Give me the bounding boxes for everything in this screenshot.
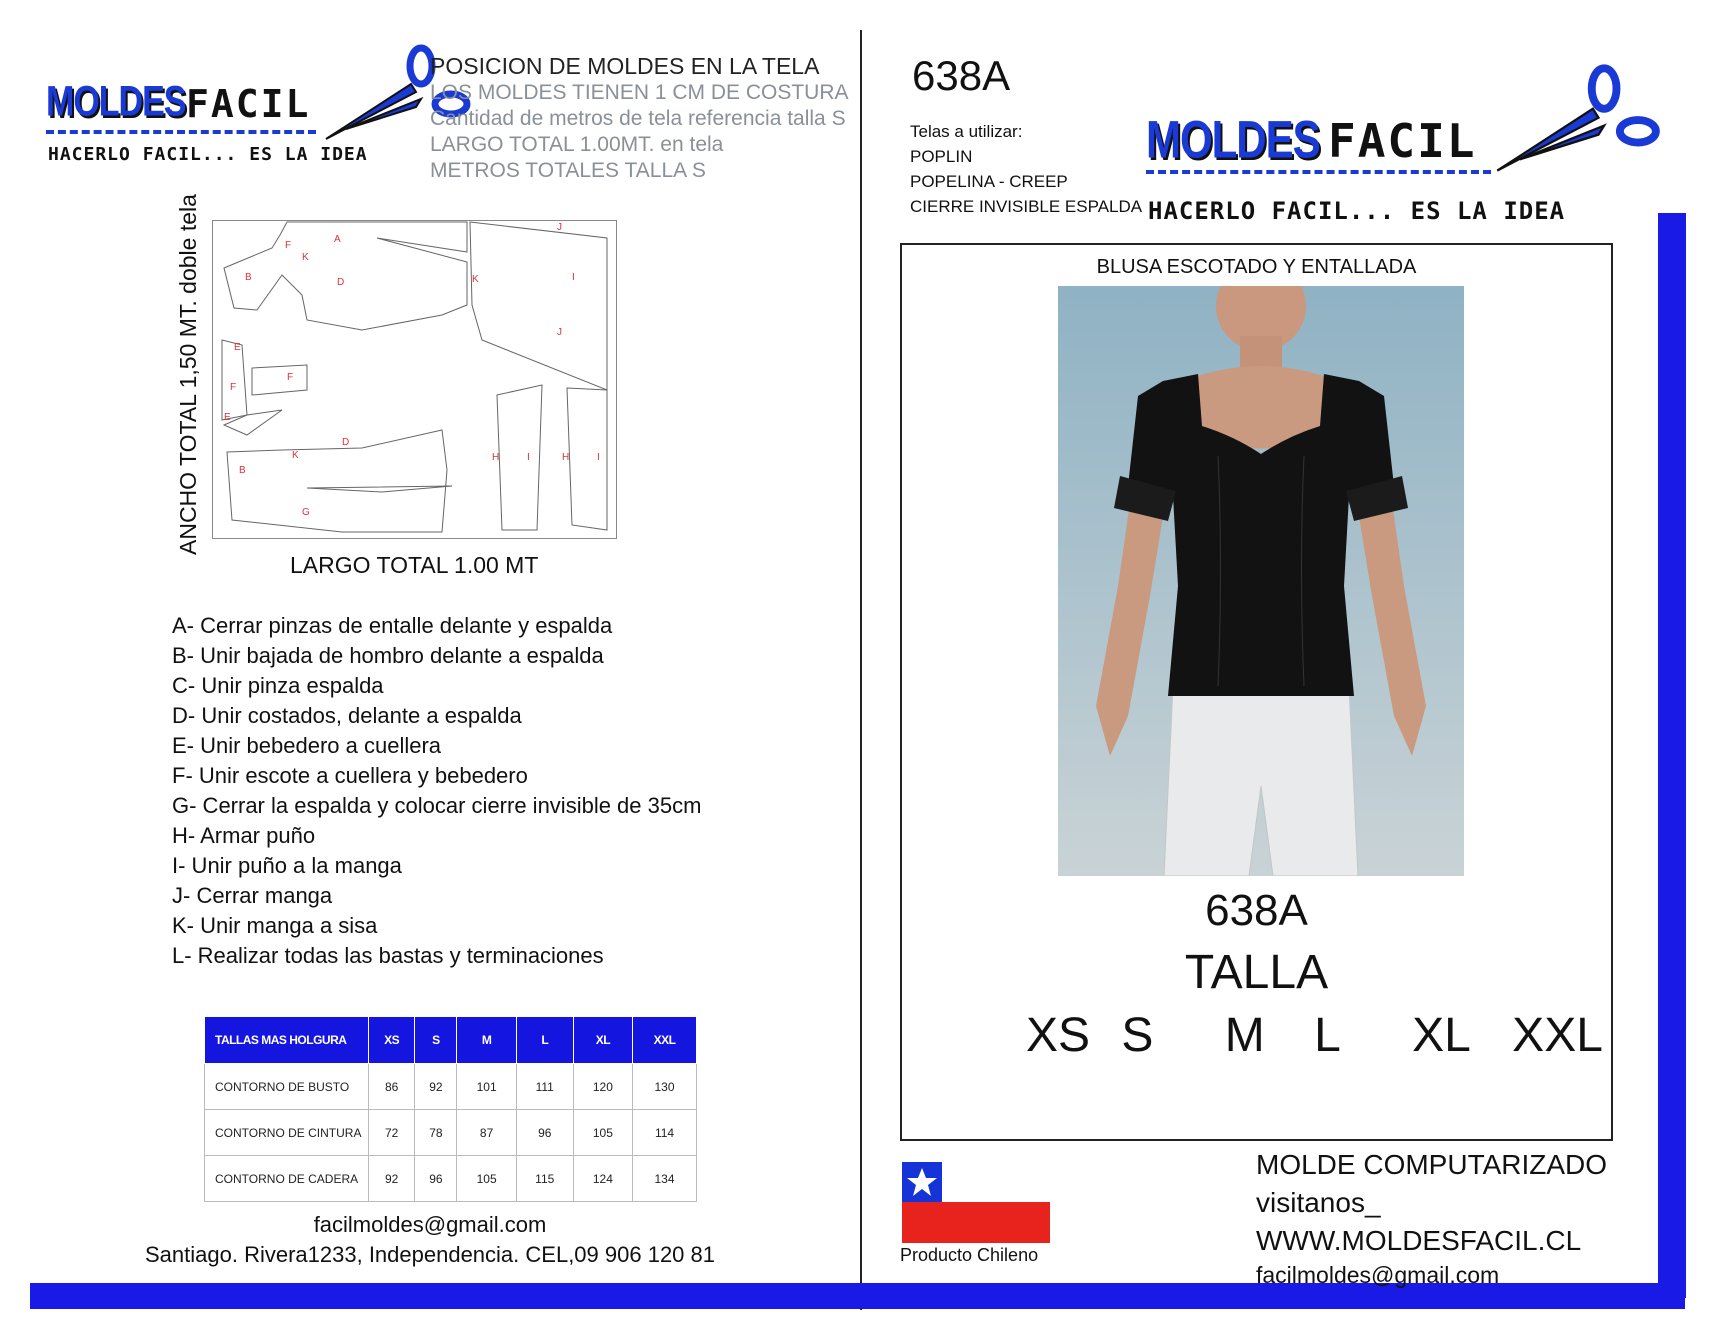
table-cell: 78 bbox=[415, 1110, 457, 1156]
table-cell: 111 bbox=[516, 1064, 573, 1110]
fabrics-line: POPELINA - CREEP bbox=[910, 172, 1068, 191]
website-link[interactable]: WWW.MOLDESFACIL.CL bbox=[1256, 1225, 1582, 1256]
svg-text:J: J bbox=[557, 222, 562, 233]
svg-text:E: E bbox=[234, 342, 241, 353]
table-cell: 87 bbox=[457, 1110, 516, 1156]
layout-header-line: METROS TOTALES TALLA S bbox=[430, 159, 706, 182]
layout-length-label: LARGO TOTAL 1.00 MT bbox=[290, 552, 539, 578]
left-tagline: HACERLO FACIL... ES LA IDEA bbox=[48, 144, 368, 165]
instruction-item: A- Cerrar pinzas de entalle delante y espalda bbox=[172, 613, 613, 638]
table-row bbox=[205, 1156, 697, 1202]
fabrics-line: POPLIN bbox=[910, 147, 973, 166]
logo-word-moldes: MOLDES bbox=[46, 78, 186, 126]
table-header-cell: M bbox=[457, 1017, 516, 1064]
table-cell: 134 bbox=[633, 1156, 697, 1202]
instruction-item: B- Unir bajada de hombro delante a espalda bbox=[172, 643, 604, 668]
svg-text:F: F bbox=[285, 240, 292, 251]
svg-text:F: F bbox=[230, 382, 237, 393]
footer-line: visitanos_ bbox=[1256, 1187, 1381, 1218]
table-cell: 86 bbox=[369, 1064, 415, 1110]
fabrics-line: Telas a utilizar: bbox=[910, 122, 1023, 141]
table-cell: CONTORNO DE CINTURA bbox=[205, 1110, 369, 1156]
table-cell: 105 bbox=[457, 1156, 516, 1202]
logo-dash-line bbox=[46, 130, 316, 134]
size-label: S bbox=[1121, 1009, 1154, 1062]
svg-text:I: I bbox=[527, 452, 530, 463]
size-label: M bbox=[1224, 1009, 1265, 1062]
table-header-row bbox=[205, 1017, 697, 1064]
size-label: L bbox=[1314, 1009, 1341, 1062]
contact-address: Santiago. Rivera1233, Independencia. CEL,09 906 120 81 bbox=[145, 1242, 715, 1267]
table-cell: 96 bbox=[415, 1156, 457, 1202]
fabrics-list bbox=[910, 119, 1142, 219]
size-label: XXL bbox=[1512, 1009, 1603, 1062]
table-cell: 101 bbox=[457, 1064, 516, 1110]
right-blue-bar bbox=[1658, 213, 1686, 1298]
table-cell: 115 bbox=[516, 1156, 573, 1202]
instruction-item: D- Unir costados, delante a espalda bbox=[172, 703, 522, 728]
layout-width-label: ANCHO TOTAL 1,50 MT. doble tela bbox=[175, 194, 201, 555]
svg-text:J: J bbox=[557, 327, 562, 338]
right-tagline: HACERLO FACIL... ES LA IDEA bbox=[1148, 197, 1566, 225]
instruction-item: G- Cerrar la espalda y colocar cierre invisible de 35cm bbox=[172, 793, 702, 818]
table-cell: 130 bbox=[633, 1064, 697, 1110]
footer-line: MOLDE COMPUTARIZADO bbox=[1256, 1149, 1608, 1180]
page-divider bbox=[860, 30, 862, 1310]
footer-info bbox=[1256, 1146, 1607, 1290]
logo-word-facil: FACIL bbox=[1328, 114, 1477, 168]
table-header-cell: XL bbox=[573, 1017, 632, 1064]
instruction-item: F- Unir escote a cuellera y bebedero bbox=[172, 763, 528, 788]
svg-text:H: H bbox=[492, 452, 500, 463]
svg-text:I: I bbox=[572, 272, 575, 283]
fabrics-line: CIERRE INVISIBLE ESPALDA bbox=[910, 197, 1143, 216]
instruction-item: I- Unir puño a la manga bbox=[172, 853, 402, 878]
svg-text:K: K bbox=[472, 274, 479, 285]
table-header-cell: XXL bbox=[633, 1017, 697, 1064]
table-header-cell: S bbox=[415, 1017, 457, 1064]
size-measurements-table bbox=[204, 1016, 697, 1202]
layout-header-line: Cantidad de metros de tela referencia talla S bbox=[430, 107, 846, 130]
svg-text:K: K bbox=[292, 450, 299, 461]
svg-text:E: E bbox=[224, 412, 231, 423]
layout-header bbox=[430, 52, 849, 184]
svg-text:B: B bbox=[245, 272, 252, 283]
table-cell: 96 bbox=[516, 1110, 573, 1156]
table-cell: 124 bbox=[573, 1156, 632, 1202]
footer-email[interactable]: facilmoldes@gmail.com bbox=[1256, 1262, 1500, 1288]
table-header-cell: TALLAS MAS HOLGURA bbox=[205, 1017, 369, 1064]
svg-text:K: K bbox=[302, 252, 309, 263]
pattern-code: 638A bbox=[912, 52, 1011, 99]
svg-text:F: F bbox=[287, 372, 294, 383]
size-label: XS bbox=[1026, 1009, 1091, 1062]
svg-text:A: A bbox=[334, 234, 341, 245]
logo-dash-line bbox=[1146, 170, 1491, 174]
table-cell: CONTORNO DE BUSTO bbox=[205, 1064, 369, 1110]
table-header-cell: L bbox=[516, 1017, 573, 1064]
layout-header-line: LARGO TOTAL 1.00MT. en tela bbox=[430, 133, 724, 156]
table-cell: 114 bbox=[633, 1110, 697, 1156]
svg-text:G: G bbox=[302, 507, 310, 518]
garment-title: BLUSA ESCOTADO Y ENTALLADA bbox=[1096, 256, 1417, 278]
size-heading: TALLA bbox=[1184, 946, 1329, 999]
svg-text:B: B bbox=[239, 465, 246, 476]
svg-text:D: D bbox=[342, 437, 350, 448]
garment-model-image bbox=[1058, 286, 1464, 876]
table-row bbox=[205, 1110, 697, 1156]
scissors-icon bbox=[1486, 60, 1666, 180]
contact-email: facilmoldes@gmail.com bbox=[313, 1212, 547, 1237]
instruction-item: J- Cerrar manga bbox=[172, 883, 333, 908]
pattern-layout-diagram bbox=[212, 220, 617, 540]
logo-word-moldes: MOLDES bbox=[1146, 110, 1320, 169]
table-cell: CONTORNO DE CADERA bbox=[205, 1156, 369, 1202]
logo-word-facil: FACIL bbox=[186, 82, 311, 126]
instruction-item: C- Unir pinza espalda bbox=[172, 673, 384, 698]
instruction-item: E- Unir bebedero a cuellera bbox=[172, 733, 442, 758]
instruction-item: H- Armar puño bbox=[172, 823, 316, 848]
svg-text:I: I bbox=[597, 452, 600, 463]
chile-flag-icon bbox=[902, 1162, 1050, 1243]
table-cell: 72 bbox=[369, 1110, 415, 1156]
layout-header-title: POSICION DE MOLDES EN LA TELA bbox=[430, 53, 820, 79]
table-header-cell: XS bbox=[369, 1017, 415, 1064]
table-cell: 92 bbox=[369, 1156, 415, 1202]
svg-text:D: D bbox=[337, 277, 345, 288]
assembly-instructions bbox=[172, 611, 701, 971]
layout-header-line: LOS MOLDES TIENEN 1 CM DE COSTURA bbox=[430, 81, 849, 104]
size-label: XL bbox=[1412, 1009, 1471, 1062]
table-row bbox=[205, 1064, 697, 1110]
origin-label: Producto Chileno bbox=[900, 1245, 1039, 1265]
table-cell: 92 bbox=[415, 1064, 457, 1110]
table-cell: 105 bbox=[573, 1110, 632, 1156]
instruction-item: L- Realizar todas las bastas y terminaciones bbox=[172, 943, 604, 968]
pattern-code-large: 638A bbox=[1205, 886, 1308, 935]
instruction-item: K- Unir manga a sisa bbox=[172, 913, 378, 938]
svg-text:H: H bbox=[562, 452, 570, 463]
size-list bbox=[1026, 1008, 1603, 1063]
table-cell: 120 bbox=[573, 1064, 632, 1110]
